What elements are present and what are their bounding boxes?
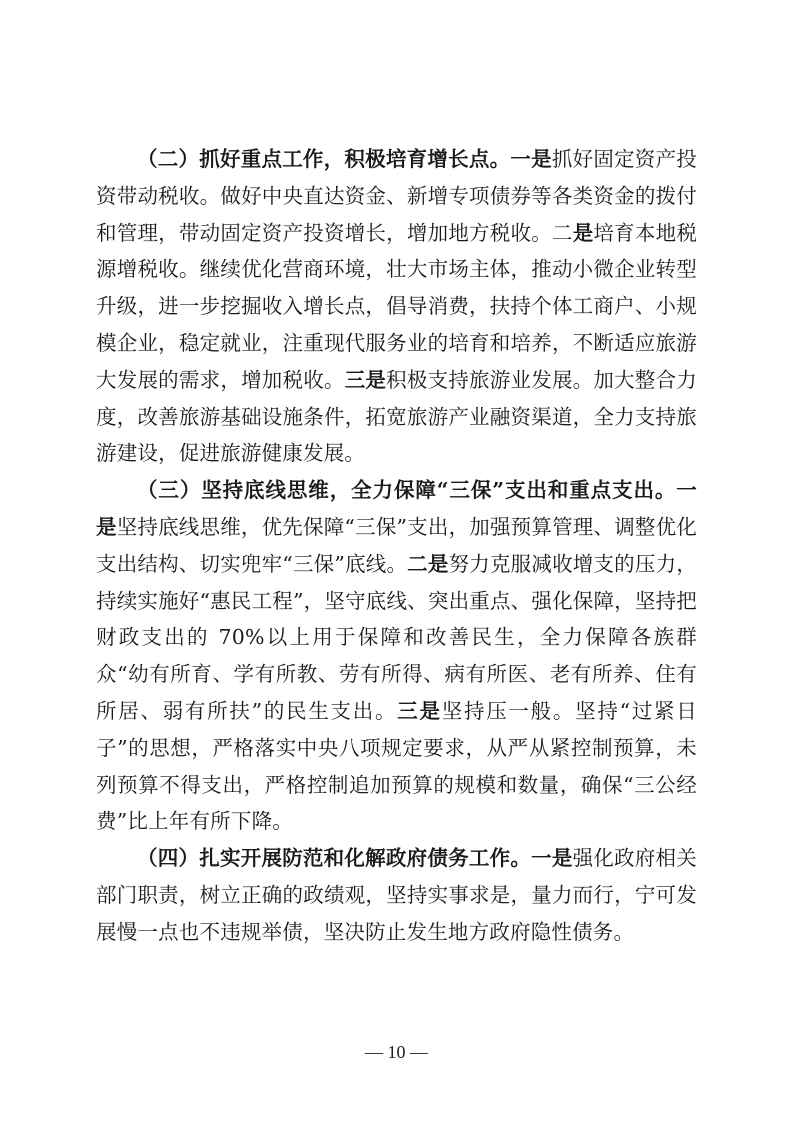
point-text: 积极支持旅游业发展。加大整合力度，改善旅游基础设施条件，拓宽旅游产业融资渠道，全力支持旅游建设，促进旅游健康发展。 (96, 367, 697, 466)
paragraph-key-work (96, 141, 697, 472)
document-body (96, 141, 697, 951)
point-text: 坚持底线思维，优先保障“三保”支出，加强预算管理、调整优化支出结构、切实兜牢“三保”底线。 (96, 514, 697, 576)
point-label-plain: 二 (551, 220, 573, 245)
point-label: 是 (572, 220, 594, 245)
point-label: 一是 (510, 147, 552, 171)
paragraph-bottom-line (96, 472, 697, 840)
point-label: 三是 (344, 367, 387, 392)
section-heading: （二）抓好重点工作，积极培育增长点。 (137, 147, 511, 171)
section-heading: （三）坚持底线思维，全力保障“三保”支出和重点支出。 (137, 478, 677, 503)
point-label: 二是 (407, 551, 449, 576)
point-text: 努力克服减收增支的压力，持续实施好“惠民工程”，坚守底线、突出重点、强化保障，坚持把财政支出的 70%以上用于保障和改善民生，全力保障各族群众“幼有所育、学有所教、劳有所得、病有所医、老有所养、住有所居、弱有所扶”的民生支出。 (96, 551, 697, 723)
paragraph-debt (96, 840, 697, 950)
section-heading: （四）扎实开展防范和化解政府债务工作。 (137, 846, 532, 871)
point-text: 坚持压一般。坚持“过紧日子”的思想，严格落实中央八项规定要求，从严从紧控制预算，未列预算不得支出，严格控制追加预算的规模和数量，确保“三公经费”比上年有所下降。 (96, 698, 697, 834)
point-label: 一是 (531, 846, 573, 871)
page-number: — 10 — (365, 1042, 428, 1062)
point-label: 三是 (397, 698, 442, 723)
point-label: 一是 (96, 478, 697, 539)
point-text: 强化政府相关部门职责，树立正确的政绩观，坚持实事求是，量力而行，宁可发展慢一点也不违规举债，坚决防止发生地方政府隐性债务。 (96, 846, 697, 944)
point-text: 抓好固定资产投资带动税收。做好中央直达资金、新增专项债券等各类资金的拨付和管理，带动固定资产投资增长，增加地方税收。 (96, 147, 697, 245)
point-text: 培育本地税源增税收。继续优化营商环境，壮大市场主体，推动小微企业转型升级，进一步挖掘收入增长点，倡导消费，扶持个体工商户、小规模企业，稳定就业，注重现代服务业的培育和培养，不断适应旅游大发展的需求，增加税收。 (96, 220, 698, 392)
